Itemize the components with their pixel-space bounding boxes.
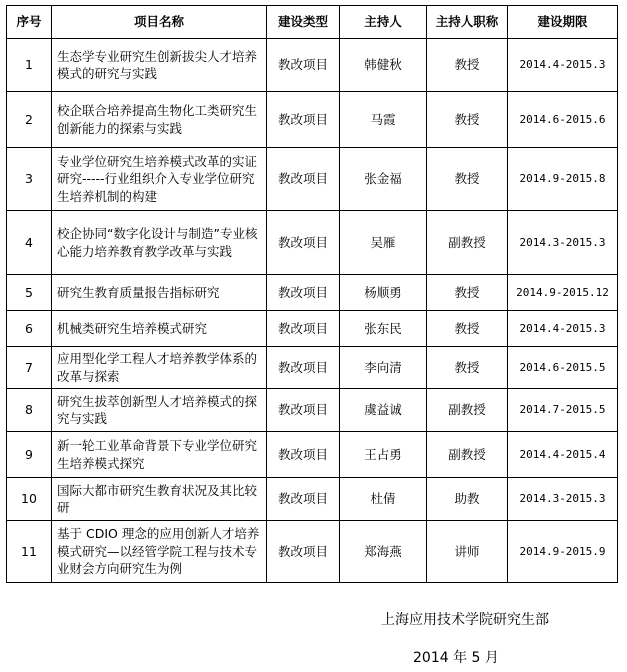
cell-period: 2014.4-2015.3 (508, 311, 618, 347)
cell-serial-no: 7 (7, 347, 52, 389)
cell-host-title: 副教授 (427, 432, 508, 478)
header-period: 建设期限 (508, 6, 618, 39)
table-row (7, 478, 618, 521)
cell-period: 2014.9-2015.8 (508, 148, 618, 211)
cell-serial-no: 10 (7, 478, 52, 521)
cell-host: 王占勇 (340, 432, 427, 478)
table-row (7, 389, 618, 432)
table-row (7, 92, 618, 148)
cell-host: 杨顺勇 (340, 275, 427, 311)
cell-project-type: 教改项目 (267, 92, 340, 148)
cell-project-name: 专业学位研究生培养模式改革的实证研究-----行业组织介入专业学位研究生培养机制的构建 (52, 148, 267, 211)
cell-host: 张金福 (340, 148, 427, 211)
cell-project-name: 研究生教育质量报告指标研究 (52, 275, 267, 311)
cell-host: 虞益诚 (340, 389, 427, 432)
cell-host: 杜倩 (340, 478, 427, 521)
cell-serial-no: 5 (7, 275, 52, 311)
cell-project-type: 教改项目 (267, 478, 340, 521)
footer-date: 2014 年 5 月 (413, 650, 499, 666)
cell-host-title: 教授 (427, 148, 508, 211)
cell-host-title: 助教 (427, 478, 508, 521)
header-project-name: 项目名称 (52, 6, 267, 39)
cell-project-name: 校企协同“数字化设计与制造”专业核心能力培养教育教学改革与实践 (52, 211, 267, 275)
cell-host: 李向清 (340, 347, 427, 389)
cell-project-name: 应用型化学工程人才培养教学体系的改革与探索 (52, 347, 267, 389)
cell-project-name: 生态学专业研究生创新拔尖人才培养模式的研究与实践 (52, 39, 267, 92)
cell-period: 2014.9-2015.12 (508, 275, 618, 311)
cell-serial-no: 1 (7, 39, 52, 92)
cell-project-type: 教改项目 (267, 347, 340, 389)
cell-period: 2014.6-2015.6 (508, 92, 618, 148)
table-row (7, 521, 618, 583)
cell-host-title: 教授 (427, 92, 508, 148)
cell-host-title: 教授 (427, 311, 508, 347)
table-row (7, 148, 618, 211)
cell-period: 2014.3-2015.3 (508, 478, 618, 521)
cell-host-title: 副教授 (427, 211, 508, 275)
cell-project-type: 教改项目 (267, 275, 340, 311)
cell-period: 2014.9-2015.9 (508, 521, 618, 583)
cell-period: 2014.6-2015.5 (508, 347, 618, 389)
header-host-title: 主持人职称 (427, 6, 508, 39)
header-host: 主持人 (340, 6, 427, 39)
cell-host: 韩健秋 (340, 39, 427, 92)
cell-host-title: 教授 (427, 347, 508, 389)
cell-project-type: 教改项目 (267, 521, 340, 583)
table-row (7, 311, 618, 347)
table-row (7, 39, 618, 92)
cell-project-name: 国际大都市研究生教育状况及其比较研 (52, 478, 267, 521)
cell-project-type: 教改项目 (267, 148, 340, 211)
cell-host-title: 副教授 (427, 389, 508, 432)
table-row (7, 211, 618, 275)
cell-serial-no: 3 (7, 148, 52, 211)
cell-serial-no: 9 (7, 432, 52, 478)
cell-project-type: 教改项目 (267, 311, 340, 347)
cell-period: 2014.4-2015.3 (508, 39, 618, 92)
cell-host: 郑海燕 (340, 521, 427, 583)
cell-serial-no: 4 (7, 211, 52, 275)
table-row (7, 275, 618, 311)
cell-period: 2014.7-2015.5 (508, 389, 618, 432)
cell-host: 马霞 (340, 92, 427, 148)
cell-period: 2014.3-2015.3 (508, 211, 618, 275)
cell-serial-no: 11 (7, 521, 52, 583)
cell-serial-no: 2 (7, 92, 52, 148)
header-project-type: 建设类型 (267, 6, 340, 39)
table-row (7, 347, 618, 389)
cell-project-type: 教改项目 (267, 39, 340, 92)
cell-project-name: 研究生拔萃创新型人才培养模式的探究与实践 (52, 389, 267, 432)
cell-project-type: 教改项目 (267, 432, 340, 478)
table-row (7, 432, 618, 478)
cell-project-type: 教改项目 (267, 211, 340, 275)
cell-host-title: 教授 (427, 39, 508, 92)
header-serial-no: 序号 (7, 6, 52, 39)
cell-serial-no: 8 (7, 389, 52, 432)
footer-organization: 上海应用技术学院研究生部 (381, 612, 549, 628)
cell-project-type: 教改项目 (267, 389, 340, 432)
table-header-row (7, 6, 618, 39)
cell-host-title: 讲师 (427, 521, 508, 583)
cell-host: 张东民 (340, 311, 427, 347)
cell-project-name: 新一轮工业革命背景下专业学位研究生培养模式探究 (52, 432, 267, 478)
cell-project-name: 校企联合培养提高生物化工类研究生创新能力的探索与实践 (52, 92, 267, 148)
cell-host-title: 教授 (427, 275, 508, 311)
cell-host: 吴雁 (340, 211, 427, 275)
cell-project-name: 机械类研究生培养模式研究 (52, 311, 267, 347)
cell-period: 2014.4-2015.4 (508, 432, 618, 478)
projects-table (6, 5, 618, 583)
cell-serial-no: 6 (7, 311, 52, 347)
cell-project-name: 基于 CDIO 理念的应用创新人才培养模式研究—以经管学院工程与技术专业财会方向研究生为例 (52, 521, 267, 583)
